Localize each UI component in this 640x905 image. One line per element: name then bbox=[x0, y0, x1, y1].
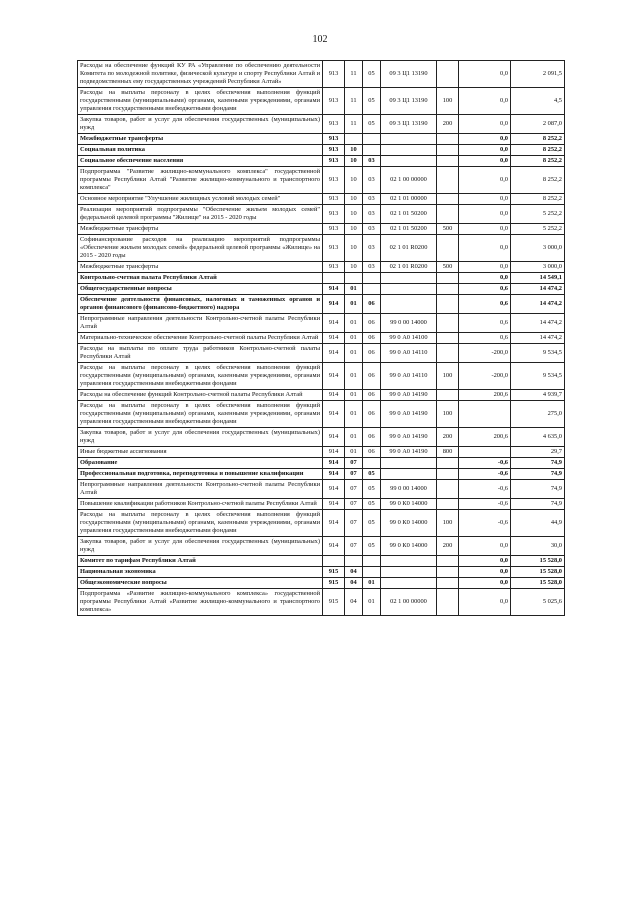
row-section: 07 bbox=[345, 458, 363, 469]
row-target-article bbox=[381, 469, 437, 480]
row-target-article: 99 0 К0 14000 bbox=[381, 510, 437, 537]
row-subsection bbox=[363, 284, 381, 295]
row-name: Расходы на выплаты персоналу в целях обеспечения выполнения функций государственными (муниципальными) органами, казенными учреждениями, органами управления государственными внебюджетными фондами bbox=[78, 363, 323, 390]
row-subsection: 05 bbox=[363, 115, 381, 134]
row-section: 11 bbox=[345, 115, 363, 134]
row-admin-code: 914 bbox=[323, 428, 345, 447]
row-subsection bbox=[363, 556, 381, 567]
row-total-amount: 30,0 bbox=[511, 537, 565, 556]
row-admin-code: 913 bbox=[323, 134, 345, 145]
table-row bbox=[78, 344, 565, 363]
row-expense-type bbox=[437, 578, 459, 589]
row-target-article: 99 0 А0 14190 bbox=[381, 390, 437, 401]
row-expense-type: 100 bbox=[437, 401, 459, 428]
row-name: Иные бюджетные ассигнования bbox=[78, 447, 323, 458]
row-target-article: 09 3 Ц1 13190 bbox=[381, 88, 437, 115]
row-section: 01 bbox=[345, 314, 363, 333]
table-row bbox=[78, 235, 565, 262]
row-total-amount: 74,9 bbox=[511, 480, 565, 499]
row-section: 01 bbox=[345, 447, 363, 458]
row-admin-code: 913 bbox=[323, 167, 345, 194]
table-row bbox=[78, 428, 565, 447]
row-subsection: 06 bbox=[363, 295, 381, 314]
row-target-article: 02 1 01 50200 bbox=[381, 205, 437, 224]
row-name: Контрольно-счетная палата Республики Алтай bbox=[78, 273, 323, 284]
row-total-amount: 74,9 bbox=[511, 469, 565, 480]
row-expense-type bbox=[437, 134, 459, 145]
row-change-amount: 200,6 bbox=[459, 390, 511, 401]
row-subsection: 03 bbox=[363, 205, 381, 224]
row-section: 11 bbox=[345, 88, 363, 115]
table-row bbox=[78, 510, 565, 537]
row-total-amount: 14 474,2 bbox=[511, 295, 565, 314]
row-name: Комитет по тарифам Республики Алтай bbox=[78, 556, 323, 567]
row-section: 01 bbox=[345, 428, 363, 447]
row-expense-type: 100 bbox=[437, 363, 459, 390]
row-change-amount: 0,0 bbox=[459, 235, 511, 262]
row-name: Повышение квалификации работников Контрольно-счетной палаты Республики Алтай bbox=[78, 499, 323, 510]
row-name: Подпрограмма "Развитие жилищно-коммунального комплекса" государственной программы Республики Алтай "Развитие жилищно-коммунального и транспортного комплекса" bbox=[78, 167, 323, 194]
row-change-amount: -200,0 bbox=[459, 363, 511, 390]
row-name: Расходы на выплаты персоналу в целях обеспечения выполнения функций государственными (муниципальными) органами, казенными учреждениями, органами управления государственными внебюджетными фондами bbox=[78, 401, 323, 428]
row-name: Межбюджетные трансферты bbox=[78, 262, 323, 273]
row-target-article: 99 0 А0 14100 bbox=[381, 333, 437, 344]
row-subsection: 05 bbox=[363, 469, 381, 480]
row-subsection: 06 bbox=[363, 401, 381, 428]
row-change-amount: 0,0 bbox=[459, 567, 511, 578]
row-section: 07 bbox=[345, 537, 363, 556]
budget-table bbox=[77, 60, 565, 616]
row-admin-code bbox=[323, 273, 345, 284]
table-row bbox=[78, 194, 565, 205]
row-target-article bbox=[381, 295, 437, 314]
row-admin-code: 914 bbox=[323, 344, 345, 363]
row-name: Обеспечение деятельности финансовых, налоговых и таможенных органов и органов финансового (финансово-бюджетного) надзора bbox=[78, 295, 323, 314]
row-admin-code: 915 bbox=[323, 567, 345, 578]
row-section: 10 bbox=[345, 205, 363, 224]
table-row bbox=[78, 134, 565, 145]
row-expense-type bbox=[437, 156, 459, 167]
row-target-article: 99 0 А0 14190 bbox=[381, 447, 437, 458]
row-subsection: 03 bbox=[363, 262, 381, 273]
table-row bbox=[78, 145, 565, 156]
row-admin-code: 913 bbox=[323, 224, 345, 235]
row-change-amount: -200,0 bbox=[459, 344, 511, 363]
row-section bbox=[345, 556, 363, 567]
row-name: Закупка товаров, работ и услуг для обеспечения государственных (муниципальных) нужд bbox=[78, 115, 323, 134]
row-change-amount: 0,0 bbox=[459, 194, 511, 205]
row-section: 04 bbox=[345, 589, 363, 616]
row-name: Материально-техническое обеспечение Контрольно-счетной палаты Республики Алтай bbox=[78, 333, 323, 344]
table-row bbox=[78, 262, 565, 273]
page-number: 102 bbox=[312, 34, 328, 45]
row-subsection: 03 bbox=[363, 235, 381, 262]
row-expense-type bbox=[437, 167, 459, 194]
row-change-amount: -0,6 bbox=[459, 510, 511, 537]
row-section: 10 bbox=[345, 194, 363, 205]
row-change-amount: 0,0 bbox=[459, 61, 511, 88]
row-target-article: 02 1 01 R0200 bbox=[381, 262, 437, 273]
row-name: Непрограммные направления деятельности Контрольно-счетной палаты Республики Алтай bbox=[78, 314, 323, 333]
row-admin-code: 914 bbox=[323, 295, 345, 314]
row-section: 07 bbox=[345, 480, 363, 499]
row-section: 07 bbox=[345, 510, 363, 537]
row-admin-code: 913 bbox=[323, 262, 345, 273]
row-section: 01 bbox=[345, 295, 363, 314]
row-subsection: 06 bbox=[363, 447, 381, 458]
row-name: Социальное обеспечение населения bbox=[78, 156, 323, 167]
row-total-amount: 5 252,2 bbox=[511, 205, 565, 224]
row-name: Социальная политика bbox=[78, 145, 323, 156]
row-change-amount: 0,0 bbox=[459, 88, 511, 115]
row-target-article: 02 1 01 50200 bbox=[381, 224, 437, 235]
row-change-amount: -0,6 bbox=[459, 458, 511, 469]
row-total-amount: 9 534,5 bbox=[511, 363, 565, 390]
row-total-amount: 74,9 bbox=[511, 458, 565, 469]
row-total-amount: 4,5 bbox=[511, 88, 565, 115]
table-row bbox=[78, 314, 565, 333]
row-section: 10 bbox=[345, 224, 363, 235]
row-expense-type bbox=[437, 235, 459, 262]
row-name: Основное мероприятие "Улучшение жилищных условий молодых семей" bbox=[78, 194, 323, 205]
row-change-amount: -0,6 bbox=[459, 499, 511, 510]
row-expense-type bbox=[437, 314, 459, 333]
row-change-amount: 0,0 bbox=[459, 589, 511, 616]
table-row bbox=[78, 115, 565, 134]
row-section: 10 bbox=[345, 235, 363, 262]
table-row bbox=[78, 61, 565, 88]
row-target-article: 99 0 К0 14000 bbox=[381, 499, 437, 510]
row-name: Национальная экономика bbox=[78, 567, 323, 578]
table-row bbox=[78, 390, 565, 401]
row-admin-code: 914 bbox=[323, 284, 345, 295]
row-target-article bbox=[381, 156, 437, 167]
row-admin-code: 914 bbox=[323, 314, 345, 333]
row-target-article: 02 1 01 R0200 bbox=[381, 235, 437, 262]
row-subsection: 06 bbox=[363, 363, 381, 390]
table-row bbox=[78, 224, 565, 235]
row-total-amount: 14 474,2 bbox=[511, 314, 565, 333]
row-total-amount: 15 528,0 bbox=[511, 556, 565, 567]
row-name: Расходы на обеспечение функций Контрольно-счетной палаты Республики Алтай bbox=[78, 390, 323, 401]
row-change-amount bbox=[459, 401, 511, 428]
row-change-amount: 0,0 bbox=[459, 167, 511, 194]
row-admin-code: 913 bbox=[323, 88, 345, 115]
row-total-amount: 15 528,0 bbox=[511, 578, 565, 589]
row-admin-code: 914 bbox=[323, 333, 345, 344]
row-section: 01 bbox=[345, 344, 363, 363]
table-row bbox=[78, 567, 565, 578]
row-total-amount: 44,9 bbox=[511, 510, 565, 537]
row-expense-type bbox=[437, 194, 459, 205]
row-name: Межбюджетные трансферты bbox=[78, 134, 323, 145]
row-section: 01 bbox=[345, 390, 363, 401]
row-change-amount: 0,0 bbox=[459, 556, 511, 567]
row-target-article: 02 1 01 00000 bbox=[381, 194, 437, 205]
table-row bbox=[78, 458, 565, 469]
row-expense-type bbox=[437, 480, 459, 499]
row-admin-code: 914 bbox=[323, 363, 345, 390]
row-section: 01 bbox=[345, 401, 363, 428]
row-expense-type: 100 bbox=[437, 88, 459, 115]
row-change-amount: 0,0 bbox=[459, 273, 511, 284]
table-row bbox=[78, 273, 565, 284]
row-target-article bbox=[381, 567, 437, 578]
row-subsection: 05 bbox=[363, 537, 381, 556]
row-total-amount: 8 252,2 bbox=[511, 145, 565, 156]
row-expense-type: 500 bbox=[437, 262, 459, 273]
row-name: Софинансирование расходов на реализацию мероприятий подпрограммы «Обеспечение жильем молодых семей» федеральной целевой программы «Жилище» на 2015 - 2020 годы bbox=[78, 235, 323, 262]
row-subsection: 06 bbox=[363, 333, 381, 344]
row-total-amount: 2 091,5 bbox=[511, 61, 565, 88]
row-subsection bbox=[363, 567, 381, 578]
row-change-amount: 0,0 bbox=[459, 224, 511, 235]
row-section bbox=[345, 273, 363, 284]
table-row bbox=[78, 537, 565, 556]
row-subsection: 06 bbox=[363, 428, 381, 447]
row-admin-code: 913 bbox=[323, 61, 345, 88]
row-name: Профессиональная подготовка, переподготовка и повышение квалификации bbox=[78, 469, 323, 480]
row-section: 01 bbox=[345, 363, 363, 390]
row-target-article: 99 0 А0 14190 bbox=[381, 428, 437, 447]
row-change-amount: 0,0 bbox=[459, 537, 511, 556]
row-section: 04 bbox=[345, 567, 363, 578]
row-expense-type bbox=[437, 333, 459, 344]
row-section: 10 bbox=[345, 167, 363, 194]
row-target-article: 99 0 А0 14110 bbox=[381, 344, 437, 363]
row-subsection: 03 bbox=[363, 167, 381, 194]
row-target-article: 09 3 Ц1 13190 bbox=[381, 61, 437, 88]
row-change-amount: 0,0 bbox=[459, 115, 511, 134]
row-subsection: 05 bbox=[363, 510, 381, 537]
row-target-article bbox=[381, 273, 437, 284]
row-change-amount: 0,6 bbox=[459, 284, 511, 295]
row-subsection: 06 bbox=[363, 390, 381, 401]
row-target-article bbox=[381, 458, 437, 469]
row-expense-type bbox=[437, 205, 459, 224]
row-total-amount: 3 000,0 bbox=[511, 262, 565, 273]
row-change-amount bbox=[459, 447, 511, 458]
row-expense-type: 200 bbox=[437, 115, 459, 134]
row-subsection: 05 bbox=[363, 61, 381, 88]
row-expense-type bbox=[437, 61, 459, 88]
row-name: Расходы на выплаты персоналу в целях обеспечения выполнения функций государственными (муниципальными) органами, казенными учреждениями, органами управления государственными внебюджетными фондами bbox=[78, 510, 323, 537]
row-subsection: 01 bbox=[363, 578, 381, 589]
row-admin-code: 914 bbox=[323, 510, 345, 537]
table-row bbox=[78, 556, 565, 567]
row-target-article: 99 0 00 14000 bbox=[381, 480, 437, 499]
row-admin-code: 913 bbox=[323, 194, 345, 205]
row-admin-code: 914 bbox=[323, 458, 345, 469]
row-expense-type bbox=[437, 589, 459, 616]
row-target-article bbox=[381, 578, 437, 589]
row-admin-code bbox=[323, 556, 345, 567]
row-section bbox=[345, 134, 363, 145]
row-expense-type bbox=[437, 469, 459, 480]
row-section: 04 bbox=[345, 578, 363, 589]
row-total-amount: 9 534,5 bbox=[511, 344, 565, 363]
row-subsection: 01 bbox=[363, 589, 381, 616]
row-expense-type: 200 bbox=[437, 537, 459, 556]
row-admin-code: 914 bbox=[323, 390, 345, 401]
row-name: Расходы на выплаты персоналу в целях обеспечения выполнения функций государственными (муниципальными) органами, казенными учреждениями, органами управления государственными внебюджетными фондами bbox=[78, 88, 323, 115]
row-change-amount: 0,6 bbox=[459, 333, 511, 344]
row-admin-code: 915 bbox=[323, 578, 345, 589]
row-expense-type bbox=[437, 344, 459, 363]
row-subsection bbox=[363, 273, 381, 284]
row-section: 07 bbox=[345, 469, 363, 480]
row-name: Общегосударственные вопросы bbox=[78, 284, 323, 295]
row-change-amount: 0,0 bbox=[459, 145, 511, 156]
row-subsection bbox=[363, 134, 381, 145]
row-name: Расходы на обеспечение функций КУ РА «Управление по обеспечению деятельности Комитета по молодежной политике, физической культуре и спорту Республики Алтай и подведомственных ему государственных учреждений Республики Алтай» bbox=[78, 61, 323, 88]
row-change-amount: 0,6 bbox=[459, 295, 511, 314]
row-section: 01 bbox=[345, 284, 363, 295]
row-expense-type bbox=[437, 556, 459, 567]
row-expense-type bbox=[437, 284, 459, 295]
table-row bbox=[78, 499, 565, 510]
row-change-amount: 0,0 bbox=[459, 262, 511, 273]
row-change-amount: 0,6 bbox=[459, 314, 511, 333]
row-target-article bbox=[381, 556, 437, 567]
row-section: 10 bbox=[345, 145, 363, 156]
row-admin-code: 915 bbox=[323, 589, 345, 616]
row-admin-code: 914 bbox=[323, 447, 345, 458]
row-subsection: 05 bbox=[363, 480, 381, 499]
row-total-amount: 8 252,2 bbox=[511, 167, 565, 194]
row-admin-code: 913 bbox=[323, 156, 345, 167]
row-section: 10 bbox=[345, 156, 363, 167]
row-target-article: 99 0 А0 14190 bbox=[381, 401, 437, 428]
row-change-amount: 0,0 bbox=[459, 134, 511, 145]
row-total-amount: 275,0 bbox=[511, 401, 565, 428]
row-name: Реализация мероприятий подпрограммы "Обеспечение жильем молодых семей" федеральной целевой программы "Жилище" на 2015 - 2020 годы bbox=[78, 205, 323, 224]
row-subsection: 06 bbox=[363, 344, 381, 363]
table-row bbox=[78, 469, 565, 480]
row-name: Закупка товаров, работ и услуг для обеспечения государственных (муниципальных) нужд bbox=[78, 537, 323, 556]
row-name: Общеэкономические вопросы bbox=[78, 578, 323, 589]
table-row bbox=[78, 205, 565, 224]
row-expense-type bbox=[437, 295, 459, 314]
row-subsection: 06 bbox=[363, 314, 381, 333]
table-row bbox=[78, 401, 565, 428]
row-total-amount: 14 474,2 bbox=[511, 333, 565, 344]
row-total-amount: 8 252,2 bbox=[511, 194, 565, 205]
row-admin-code: 914 bbox=[323, 469, 345, 480]
row-name: Межбюджетные трансферты bbox=[78, 224, 323, 235]
row-admin-code: 913 bbox=[323, 235, 345, 262]
row-expense-type bbox=[437, 499, 459, 510]
row-expense-type: 500 bbox=[437, 224, 459, 235]
table-row bbox=[78, 480, 565, 499]
table-row bbox=[78, 589, 565, 616]
row-admin-code: 914 bbox=[323, 401, 345, 428]
table-row bbox=[78, 447, 565, 458]
row-section: 10 bbox=[345, 262, 363, 273]
row-subsection: 03 bbox=[363, 194, 381, 205]
row-subsection bbox=[363, 458, 381, 469]
row-total-amount: 8 252,2 bbox=[511, 156, 565, 167]
row-total-amount: 4 635,0 bbox=[511, 428, 565, 447]
row-section: 01 bbox=[345, 333, 363, 344]
row-target-article bbox=[381, 145, 437, 156]
row-total-amount: 4 939,7 bbox=[511, 390, 565, 401]
row-admin-code: 913 bbox=[323, 115, 345, 134]
row-target-article: 02 1 00 00000 bbox=[381, 589, 437, 616]
row-target-article bbox=[381, 134, 437, 145]
row-target-article: 09 3 Ц1 13190 bbox=[381, 115, 437, 134]
row-expense-type bbox=[437, 145, 459, 156]
row-total-amount: 29,7 bbox=[511, 447, 565, 458]
row-total-amount: 8 252,2 bbox=[511, 134, 565, 145]
table-row bbox=[78, 295, 565, 314]
row-total-amount: 74,9 bbox=[511, 499, 565, 510]
row-name: Образование bbox=[78, 458, 323, 469]
row-admin-code: 914 bbox=[323, 480, 345, 499]
row-expense-type bbox=[437, 273, 459, 284]
table-row bbox=[78, 88, 565, 115]
table-row bbox=[78, 333, 565, 344]
row-change-amount: 200,6 bbox=[459, 428, 511, 447]
row-subsection: 05 bbox=[363, 88, 381, 115]
row-change-amount: -0,6 bbox=[459, 480, 511, 499]
row-section: 07 bbox=[345, 499, 363, 510]
row-subsection: 05 bbox=[363, 499, 381, 510]
table-row bbox=[78, 167, 565, 194]
row-subsection: 03 bbox=[363, 156, 381, 167]
row-expense-type bbox=[437, 458, 459, 469]
row-admin-code: 913 bbox=[323, 145, 345, 156]
row-admin-code: 913 bbox=[323, 205, 345, 224]
row-name: Подпрограмма «Развитие жилищно-коммунального комплекса» государственной программы Республики Алтай «Развитие жилищно-коммунального и транспортного комплекса» bbox=[78, 589, 323, 616]
row-expense-type bbox=[437, 567, 459, 578]
row-change-amount: 0,0 bbox=[459, 205, 511, 224]
row-target-article bbox=[381, 284, 437, 295]
row-total-amount: 14 474,2 bbox=[511, 284, 565, 295]
row-name: Расходы на выплаты по оплате труда работников Контрольно-счетной палаты Республики Алтай bbox=[78, 344, 323, 363]
table-row bbox=[78, 156, 565, 167]
row-change-amount: -0,6 bbox=[459, 469, 511, 480]
row-expense-type: 100 bbox=[437, 510, 459, 537]
row-total-amount: 5 252,2 bbox=[511, 224, 565, 235]
row-change-amount: 0,0 bbox=[459, 578, 511, 589]
row-expense-type bbox=[437, 390, 459, 401]
row-expense-type: 800 bbox=[437, 447, 459, 458]
row-subsection: 03 bbox=[363, 224, 381, 235]
row-total-amount: 3 000,0 bbox=[511, 235, 565, 262]
row-target-article: 99 0 А0 14110 bbox=[381, 363, 437, 390]
row-admin-code: 914 bbox=[323, 499, 345, 510]
table-row bbox=[78, 284, 565, 295]
row-name: Непрограммные направления деятельности Контрольно-счетной палаты Республики Алтай bbox=[78, 480, 323, 499]
table-row bbox=[78, 578, 565, 589]
row-expense-type: 200 bbox=[437, 428, 459, 447]
row-subsection bbox=[363, 145, 381, 156]
row-target-article: 99 0 00 14000 bbox=[381, 314, 437, 333]
row-admin-code: 914 bbox=[323, 537, 345, 556]
row-total-amount: 5 025,6 bbox=[511, 589, 565, 616]
row-total-amount: 15 528,0 bbox=[511, 567, 565, 578]
row-total-amount: 2 087,0 bbox=[511, 115, 565, 134]
row-total-amount: 14 549,1 bbox=[511, 273, 565, 284]
row-name: Закупка товаров, работ и услуг для обеспечения государственных (муниципальных) нужд bbox=[78, 428, 323, 447]
row-target-article: 02 1 00 00000 bbox=[381, 167, 437, 194]
row-target-article: 99 0 К0 14000 bbox=[381, 537, 437, 556]
table-row bbox=[78, 363, 565, 390]
row-section: 11 bbox=[345, 61, 363, 88]
row-change-amount: 0,0 bbox=[459, 156, 511, 167]
